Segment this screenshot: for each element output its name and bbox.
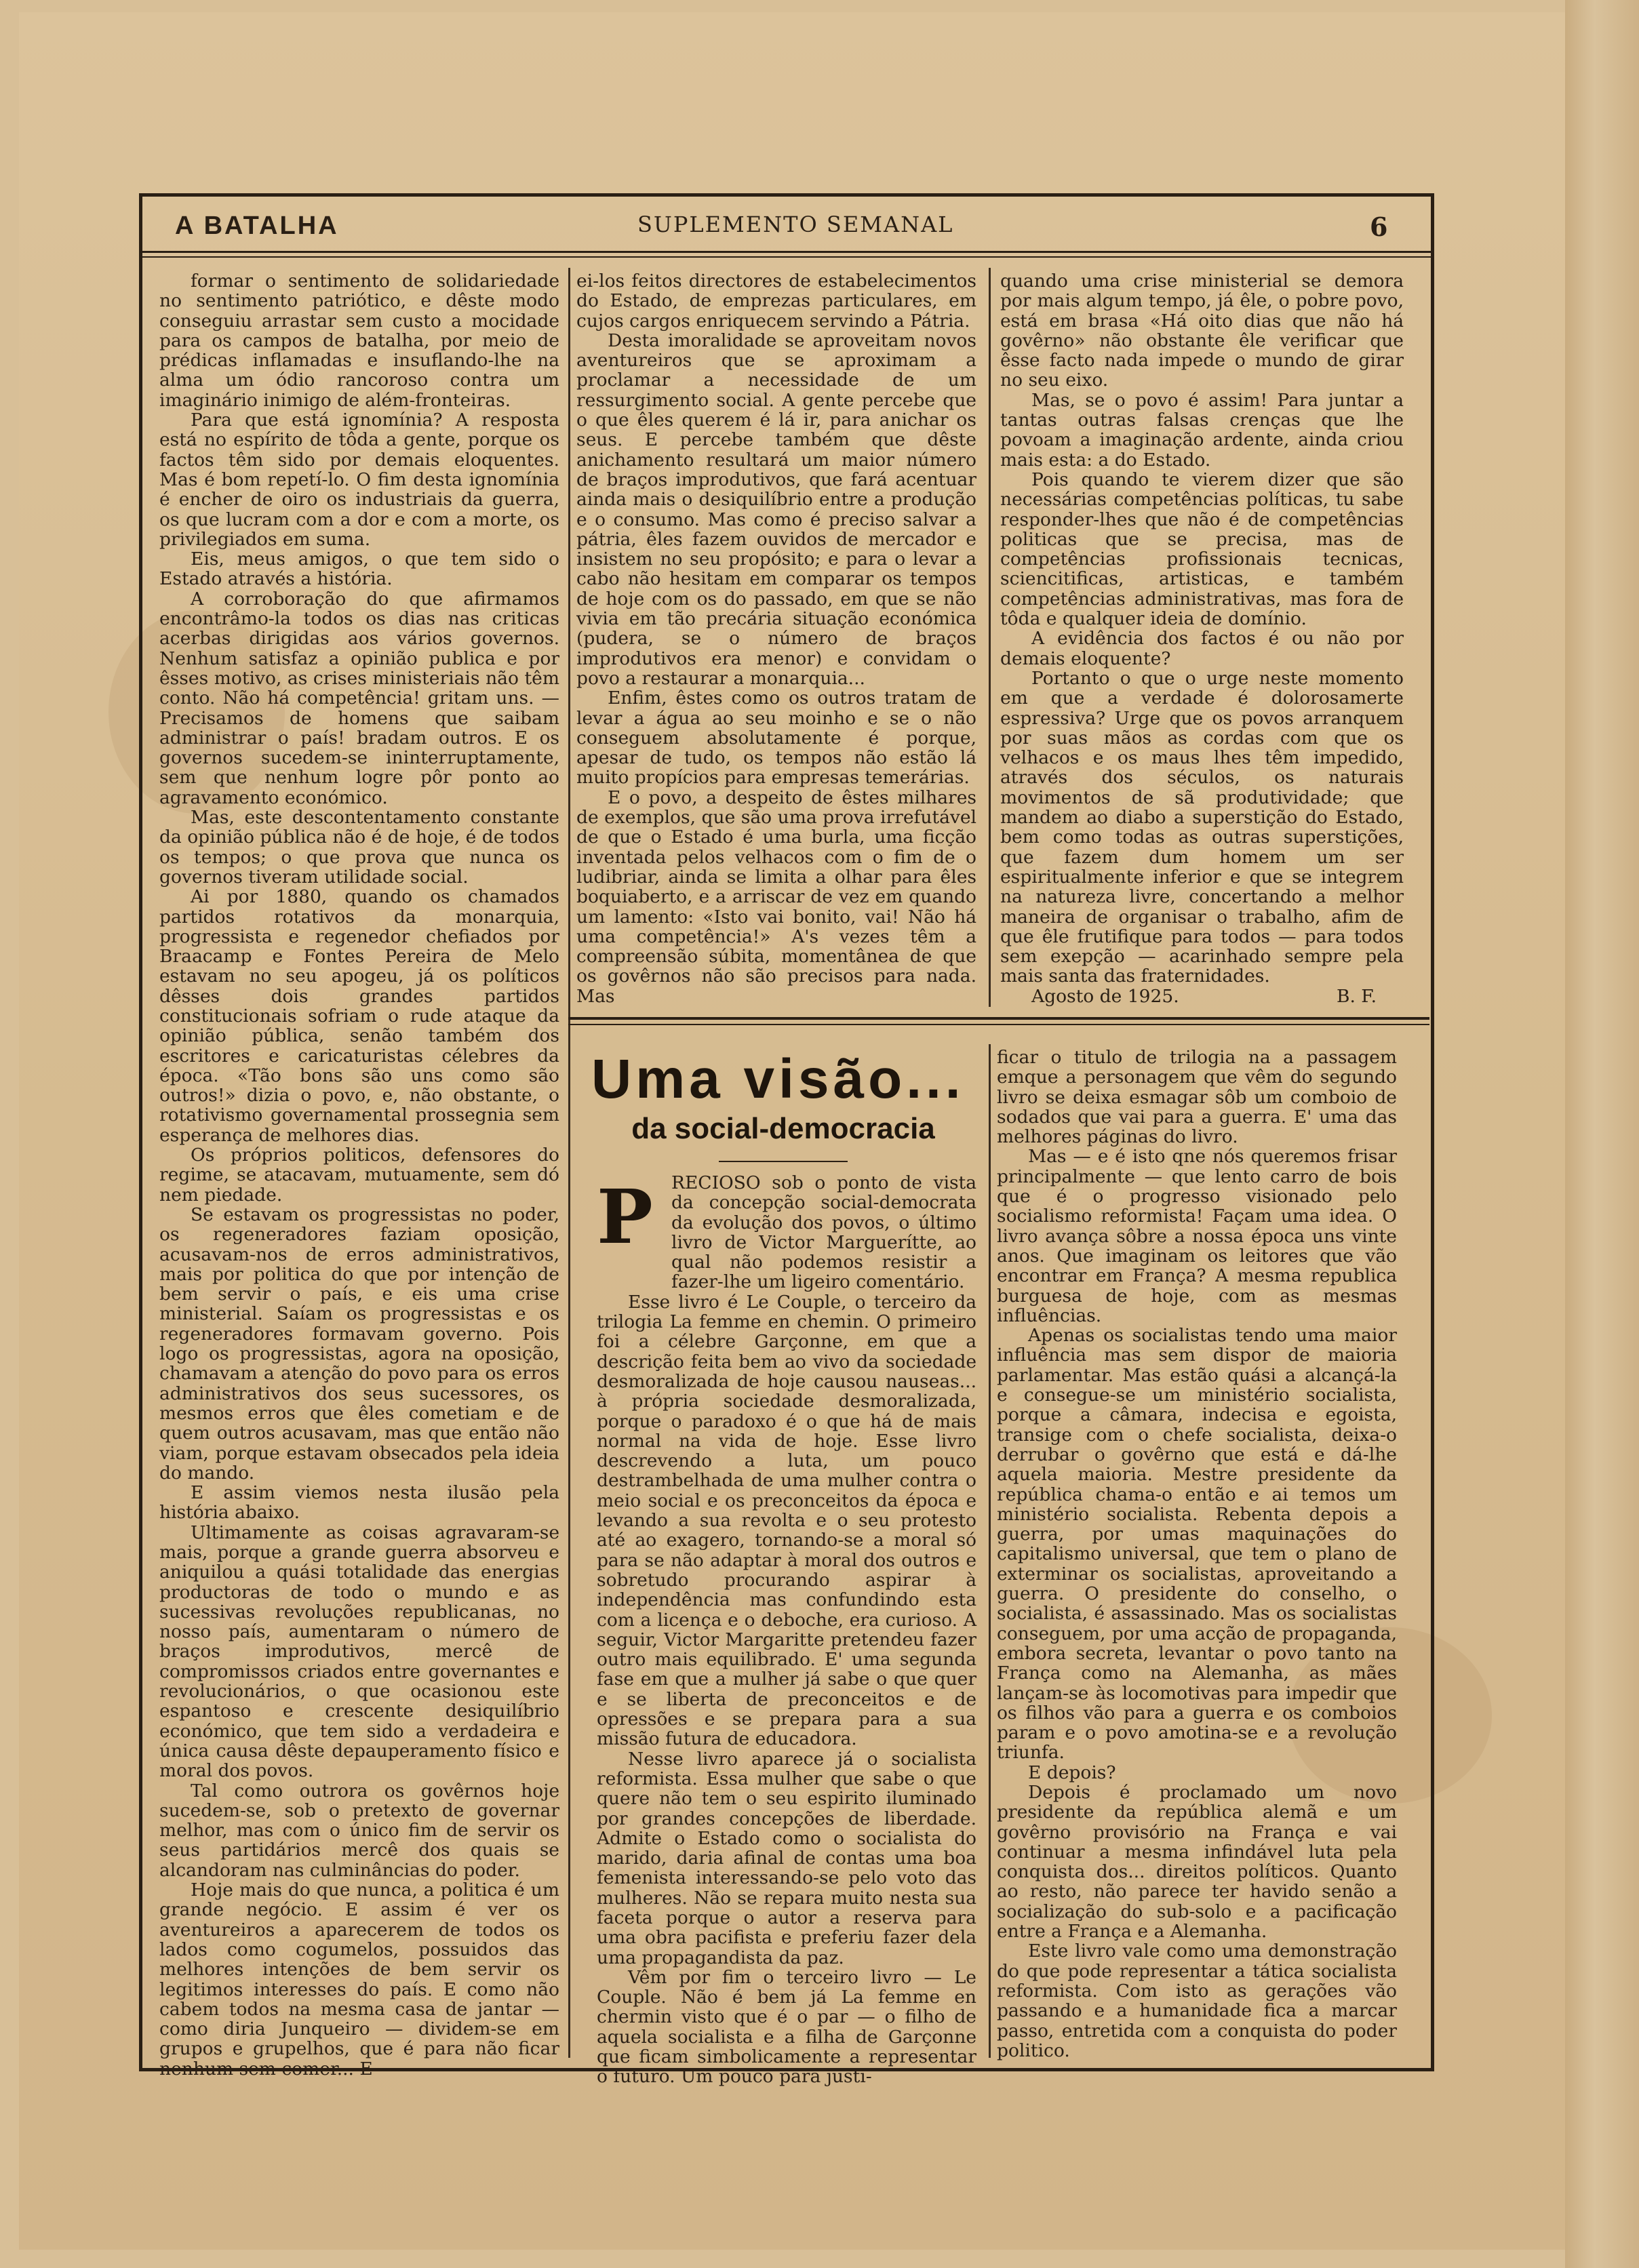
paragraph: Portanto o que o urge neste momento em que a verdade é dolorosamerte espressiva? Urge que os povos arranquem por suas mãos as cordas com que os velhacos e os maus lhes têm impedido, através dos séculos, os naturais movimentos de sã produtividade; que mandem ao diabo a superstição do Estado, bem como todas as outras superstições, que fazem dum homem um ser espiritualmente inferior e que se integrem na natureza livre, concertando a melhor maneira de organisar o trabalho, afim de que êle frutifique para todos — para todos sem exepção — acarinhado sempre pela mais santa das fraternidades. xyxy=(1000,667,1404,987)
paragraph: ei-los feitos directores de estabelecimentos do Estado, de emprezas particulares, em cujos cargos enriquecem servindo a Pátria. xyxy=(576,271,976,332)
signature-line xyxy=(1000,987,1404,1006)
header-rule-thin xyxy=(139,256,1431,258)
article2-column-right xyxy=(997,1047,1397,2061)
adjacent-page-edge xyxy=(1565,0,1639,2268)
paragraph: E o povo, a despeito de êstes milhares de exemplos, que são uma prova irrefutável de que o Estado é uma burla, uma ficção inventada pelos velhacos com o fim de o ludibriar, ainda se limita a olhar para êles boquiaberto, e a arriscar de vez em quando um lamento: «Isto vai bonito, vai! Não há uma competência!» A's vezes têm a compreensão súbita, momentânea de que os govêrnos não são precisos para nada. Mas xyxy=(576,787,976,1007)
drop-cap: P xyxy=(597,1173,653,1260)
column-divider xyxy=(989,1044,991,2058)
paragraph: Mas, este descontentamento constante da opinião pública não é de hoje, é de todos os tempos; o que prova que nunca os governos tiveram utilidade social. xyxy=(159,807,559,888)
paragraph: Mas — e é isto qne nós queremos frisar principalmente — que lento carro de bois que é o progresso visionado pelo socialismo reformista! Façam uma idea. O livro avança sôbre a nossa época uns vinte anos. Que imaginam os leitores que vão encontrar em França? A mesma republica burguesa de hoje, com as mesmas influências. xyxy=(997,1146,1397,1326)
masthead: A BATALHA xyxy=(175,212,339,240)
header-rule xyxy=(139,251,1431,253)
paragraph: Vêm por fim o terceiro livro — Le Couple. Não é bem já La femme en chermin visto que é o par — o filho de aquela socialista e a filha de Garçonne que ficam simbolicamente a representar o futuro. Um pouco pará justi- xyxy=(597,1966,976,2088)
paragraph: ficar o titulo de trilogia na a passagem emque a personagem que vêm do segundo livro se deixa esmagar sôb um comboio de sodados que vai para a guerra. E' uma das melhores páginas do livro. xyxy=(997,1047,1397,1148)
column-3 xyxy=(1000,271,1404,1007)
paragraph: Apenas os socialistas tendo uma maior influência mas sem dispor de maioria parlamentar. Mas estão quási a alcançá-la e consegue-se um ministério socialista, porque a câmara, indecisa e egoista, transige com o chefe socialista, deixa-o derrubar o govêrno que está e dá-lhe aquela maioria. Mestre presidente da república chama-o então e ai temos um ministério socialista. Rebenta depois a guerra, por umas maquinações do capitalismo universal, que tem o plano de exterminar os socialistas, aproveitando a guerra. O presidente do conselho, o socialista, é assassinado. Mas os socialistas conseguem, por uma acção de propaganda, embora secreta, levantar o povo tanto na França como na Alemanha, as mães lançam-se às locomotivas para impedir que os filhos vão para a guerra e os comboios param e o povo amotina-se e a revolução triunfa. xyxy=(997,1325,1397,1764)
paragraph: quando uma crise ministerial se demora por mais algum tempo, já êle, o pobre povo, está em brasa «Há oito dias que não há govêrno» não obstante êle verificar que êsse facto nada impede o mundo de girar no seu eixo. xyxy=(1000,271,1404,391)
column-divider xyxy=(989,268,991,1007)
paragraph: Desta imoralidade se aproveitam novos aventureiros que se aproximam a proclamar a necessidade de um ressurgimento social. A gente percebe que o que êles querem é lá ir, para anichar os seus. E percebe também que dêste anichamento resultará um maior número de braços improdutivos, que fará acentuar ainda mais o desiquilíbrio entre a produção e o consumo. Mas como é preciso salvar a pátria, êles fazem ouvidos de mercador e insistem no seu propósito; e para o levar a cabo não hesitam em comparar os tempos de hoje com os do passado, em que se não vivia em tão precária situação económica (pudera, se o número de braços improdutivos era menor) e convidam o povo a restaurar a monarquia... xyxy=(576,330,976,689)
paragraph: A evidência dos factos é ou não por demais eloquente? xyxy=(1000,628,1404,669)
column-1 xyxy=(159,271,559,2080)
paragraph: Esse livro é Le Couple, o terceiro da trilogia La femme en chemin. O primeiro foi a célebre Garçonne, em que a descrição feita bem ao vivo da sociedade desmoralizada de hoje causou nauseas... à própria sociedade desmoralizada, porque o paradoxo é o que há de mais normal na vida de hoje. Esse livro descrevendo a luta, um pouco destrambelhada de uma mulher contra o meio social e os preconceitos da época e levando a sua revolta e o seu protesto até ao exagero, tornando-se a moral só para se não adaptar à moral dos outros e sobretudo procurando aspirar à independência mas confundindo esta com a licença e o deboche, era curioso. A seguir, Victor Margaritte pretendeu fazer outro mais equilibrado. E' uma segunda fase em que a mulher já sabe o que quer e se liberta de preconceitos e de opressões e se prepara para a sua missão futura de educadora. xyxy=(597,1291,976,1750)
paragraph: Depois é proclamado um novo presidente da república alemã e um govêrno provisório na França e vai continuar a mesma infindável luta pela conquista dos... direitos políticos. Quanto ao resto, não parece ter havido senão a socialização do sub-solo e a pacificação entre a França e a Alemanha. xyxy=(997,1781,1397,1943)
paragraph: Nesse livro aparece já o socialista reformista. Essa mulher que sabe o que quere não tem o seu espirito iluminado por grandes concepções de liberdade. Admite o Estado como o socialista do marido, daria afinal de contas uma boa femenista interessando-se pelo voto das mulheres. Não se repara muito nesta sua faceta porque o autor a reserva para uma obra pacifista e preferiu fazer dela uma propagandista da paz. xyxy=(597,1748,976,1968)
paragraph: Enfim, êstes como os outros tratam de levar a água ao seu moinho e se o não conseguem absolutamente é porque, apesar de tudo, os tempos não estão lá muito propícios para empresas temerárias. xyxy=(576,688,976,789)
column-2 xyxy=(576,271,976,1007)
paragraph: Ai por 1880, quando os chamados partidos rotativos da monarquia, progressista e regenedor chefiados por Braacamp e Fontes Pereira de Melo estavam no seu apogeu, já os políticos dêsses dois grandes partidos constitucionais sofriam o rude ataque da opinião pública, senão também dos escritores e caricaturistas célebres da época. «Tão bons são uns como são outros!» dizia o povo, e, não obstante, o rotativismo governamental prossegnia sem esperança de melhores dias. xyxy=(159,886,559,1146)
paragraph: Para que está ignomínia? A resposta está no espírito de tôda a gente, porque os factos têm sido por demais eloquentes. Mas é bom repetí-lo. O fim desta ignomínia é encher de oiro os industriais da guerra, os que lucram com a dor e com a morte, os privilegiados em suma. xyxy=(159,410,559,550)
article-headline: Uma visão... xyxy=(591,1048,965,1110)
paragraph: Tal como outrora os govêrnos hoje sucedem-se, sob o pretexto de governar melhor, mas com o único fim de servir os seus partidários mercê dos quais se alcandoram nas culminâncias do poder. xyxy=(159,1780,559,1881)
signature-initials: B. F. xyxy=(1336,985,1377,1007)
top-rule xyxy=(139,193,1431,197)
article2-column-left xyxy=(597,1172,976,2088)
paragraph: Ultimamente as coisas agravaram-se mais, porque a grande guerra absorveu e aniquilou a quási totalidade das energias productoras de todo o mundo e as sucessivas revoluções republicanas, no nosso país, aumentaram o número de braços improdutivos, mercê de compromissos criados entre governantes e revolucionários, o que ocasionou este espantoso e crescente desiquilíbrio económico, que tem sido a verdadeira e única causa dêste depauperamento físico e moral dos povos. xyxy=(159,1521,559,1782)
article-subheadline: da social-democracia xyxy=(631,1112,935,1145)
paragraph: formar o sentimento de solidariedade no sentimento patriótico, e dêste modo conseguiu arrastar sem custo a mocidade para os campos de batalha, por meio de prédicas inflamadas e insuflando-lhe na alma um ódio rancoroso contra um imaginário inimigo de além-fronteiras. xyxy=(159,271,559,411)
paragraph: Hoje mais do que nunca, a politica é um grande negócio. E assim é ver os aventureiros a aparecerem de todos os lados como cogumelos, possuidos das melhores intenções de bem servir os legitimos interesses do país. E como não cabem todos na mesma casa de jantar — como diria Junqueiro — dividem-se em grupos e grupelhos, que é para não ficar nenhum sem comer... E xyxy=(159,1879,559,2080)
article-separator xyxy=(568,1017,1429,1020)
column-divider xyxy=(568,268,570,2058)
paragraph: Este livro vale como uma demonstração do que pode representar a tática socialista reformista. Com isto as gerações vão passando e a humanidade fica a marcar passo, entretida com a conquista do poder politico. xyxy=(997,1941,1397,2061)
article-separator-thin xyxy=(568,1024,1429,1025)
section-title: SUPLEMENTO SEMANAL xyxy=(637,212,954,237)
page-number: 6 xyxy=(1370,212,1388,242)
paragraph: Eis, meus amigos, o que tem sido o Estado através a história. xyxy=(159,549,559,590)
paragraph: RECIOSO sob o ponto de vista da concepção social-democrata da evolução dos povos, o último livro de Victor Marguerítte, ao qual não podemos resistir a fazer-lhe um ligeiro comentário. xyxy=(671,1172,976,1293)
paragraph: E depois? xyxy=(1028,1762,1116,1783)
paragraph: Os próprios politicos, defensores do regime, se atacavam, mutuamente, sem dó nem piedade. xyxy=(159,1145,559,1206)
paragraph: A corroboração do que afirmamos encontrâmo-la todos os dias nas criticas acerbas dirigidas aos vários governos. Nenhum satisfaz a opinião publica e por êsses motivo, as crises ministeriais não têm conto. Não há competência! gritam uns. — Precisamos de homens que saibam administrar o país! bradam outros. E os governos sucedem-se ininterruptamente, sem que nenhum logre pôr ponto ao agravamento económico. xyxy=(159,588,559,808)
paragraph: Mas, se o povo é assim! Para juntar a tantas outras falsas crenças que lhe povoam a imaginação ardente, ainda criou mais esta: a do Estado. xyxy=(1000,389,1404,471)
paragraph: E assim viemos nesta ilusão pela história abaixo. xyxy=(159,1482,559,1524)
signature-date: Agosto de 1925. xyxy=(1031,985,1179,1007)
paragraph: Pois quando te vierem dizer que são necessárias competências políticas, tu sabe responder-lhes que não é de competências politicas que se precisa, mas de competências profissionais tecnicas, sciencitificas, artisticas, e também competências administrativas, mas fora de tôda e qualquer ideia de domínio. xyxy=(1000,469,1404,630)
paragraph: Se estavam os progressistas no poder, os regeneradores faziam oposição, acusavam-nos de erros administrativos, mais por politica do que por intenção de bem servir o país, e eis uma crise ministerial. Saíam os progressistas e os regeneradores formavam governo. Pois logo os progressistas, agora na oposição, chamavam a atenção do povo para os erros administrativos dos seus sucessores, os mesmos erros que êles cometiam e de quem outros acusavam, mas que então não viam, porque estavam obsecados pela ideia do mando. xyxy=(159,1203,559,1484)
headline-ornament xyxy=(719,1161,848,1162)
